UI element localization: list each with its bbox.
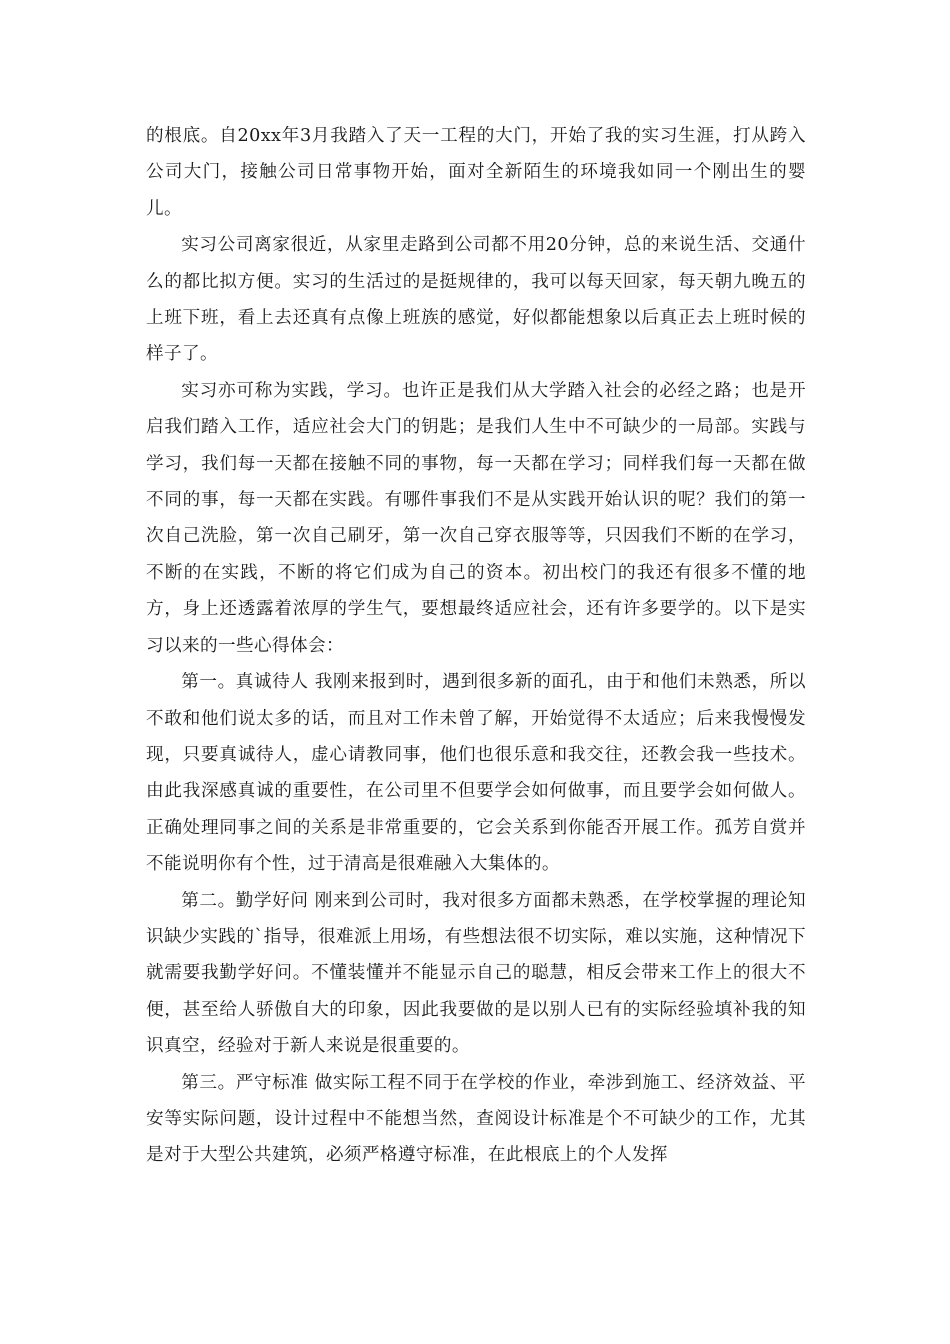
paragraph-5: 第二。勤学好问 刚来到公司时，我对很多方面都未熟悉，在学校掌握的理论知识缺少实践的`指导，很难派上用场，有些想法很不切实际，难以实施，这种情况下就需要我勤学好问。不懂装懂并不能显示自己的聪慧，相反会带来工作上的很大不便，甚至给人骄傲自大的印象，因此我要做的是以别人已有的实际经验填补我的知识真空，经验对于新人来说是很重要的。	[146, 890, 806, 1057]
paragraph-1: 的根底。自20xx年3月我踏入了天一工程的大门，开始了我的实习生涯，打从跨入公司大门，接触公司日常事物开始，面对全新陌生的环境我如同一个刚出生的婴儿。	[146, 126, 806, 219]
paragraph-4: 第一。真诚待人 我刚来报到时，遇到很多新的面孔，由于和他们未熟悉，所以不敢和他们说太多的话，而且对工作未曾了解，开始觉得不太适应；后来我慢慢发现，只要真诚待人，虚心请教同事，他们也很乐意和我交往，还教会我一些技术。由此我深感真诚的重要性，在公司里不但要学会如何做事，而且要学会如何做人。正确处理同事之间的关系是非常重要的，它会关系到你能否开展工作。孤芳自赏并不能说明你有个性，过于清高是很难融入大集体的。	[146, 672, 806, 875]
document-page	[146, 118, 806, 1174]
paragraph-2: 实习公司离家很近，从家里走路到公司都不用20分钟，总的来说生活、交通什么的都比拟方便。实习的生活过的是挺规律的，我可以每天回家，每天朝九晚五的上班下班，看上去还真有点像上班族的感觉，好似都能想象以后真正去上班时候的样子了。	[146, 235, 806, 365]
paragraph-3: 实习亦可称为实践，学习。也许正是我们从大学踏入社会的必经之路；也是开启我们踏入工作，适应社会大门的钥匙；是我们人生中不可缺少的一局部。实践与学习，我们每一天都在接触不同的事物，每一天都在学习；同样我们每一天都在做不同的事，每一天都在实践。有哪件事我们不是从实践开始认识的呢？我们的第一次自己洗脸，第一次自己刷牙，第一次自己穿衣服等等，只因我们不断的在学习，不断的在实践，不断的将它们成为自己的资本。初出校门的我还有很多不懂的地方，身上还透露着浓厚的学生气，要想最终适应社会，还有许多要学的。以下是实习以来的一些心得体会：	[146, 380, 806, 656]
paragraph-6: 第三。严守标准 做实际工程不同于在学校的作业，牵涉到施工、经济效益、平安等实际问题，设计过程中不能想当然，查阅设计标准是个不可缺少的工作，尤其是对于大型公共建筑，必须严格遵守标准，在此根底上的个人发挥	[146, 1072, 806, 1166]
